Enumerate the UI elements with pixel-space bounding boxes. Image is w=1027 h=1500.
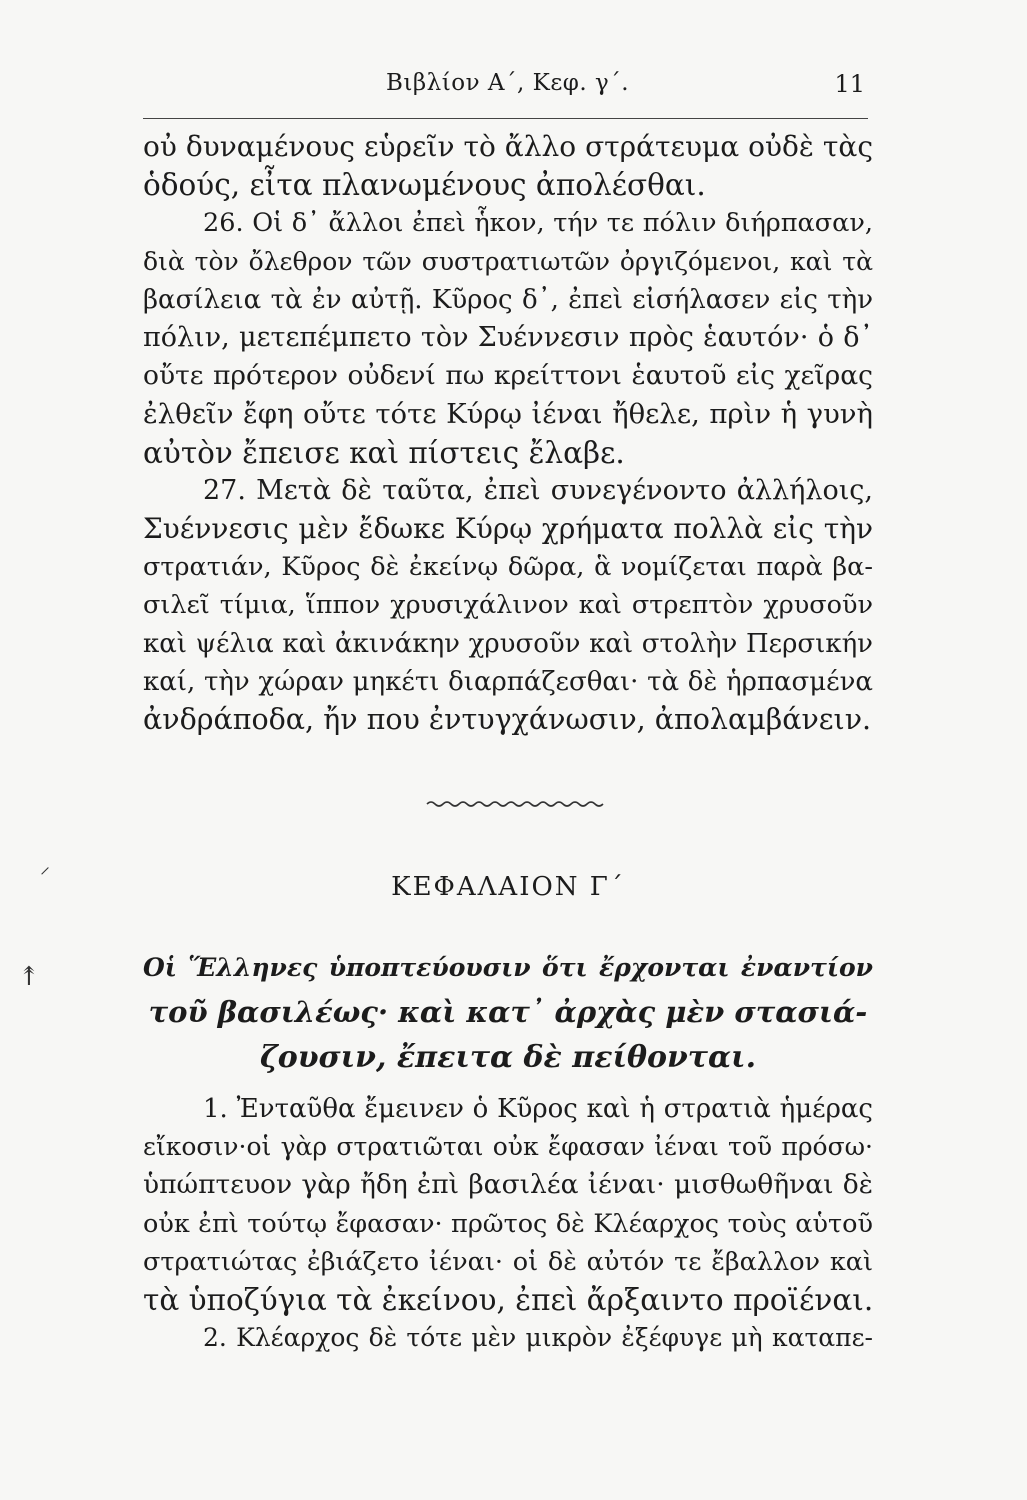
paragraph-2-start: 2. Κλέαρχος δὲ τότε μὲν μικρὸν ἐξέφυγε μὴ καταπε- [203, 1323, 873, 1353]
text-line: ἐλθεῖν ἔφη οὔτε τότε Κύρῳ ἰέναι ἤθελε, πρὶν ἡ γυνὴ [143, 398, 873, 431]
text-line: οὔτε πρότερον οὐδενί πω κρείττονι ἑαυτοῦ εἰς χεῖρας [143, 360, 873, 392]
text-line: οὐ δυναμένους εὑρεῖν τὸ ἄλλο στράτευμα οὐδὲ τὰς [143, 130, 873, 163]
page-number: 11 [834, 70, 865, 98]
header-rule [143, 118, 868, 119]
text-line: Συέννεσις μὲν ἔδωκε Κύρῳ χρήματα πολλὰ εἰς τὴν [143, 512, 873, 546]
text-line: καὶ ψέλια καὶ ἀκινάκην χρυσοῦν καὶ στολὴν Περσικήν [143, 628, 873, 659]
text-line: βασίλεια τὰ ἐν αὐτῇ. Κῦρος δ᾽, ἐπεὶ εἰσήλασεν εἰς τὴν [143, 284, 873, 315]
text-line: ἀνδράποδα, ἤν που ἐντυγχάνωσιν, ἀπολαμβάνειν. [143, 703, 872, 737]
text-line: καί, τὴν χώραν μηκέτι διαρπάζεσθαι· τὰ δὲ ἡρπασμένα [143, 666, 873, 697]
chapter-summary [143, 945, 873, 1080]
text-line: ὁδούς, εἶτα πλανωμένους ἀπολέσθαι. [143, 168, 706, 203]
running-title: Βιβλίον Α΄, Κεφ. γ΄. [385, 70, 630, 96]
text-line: οὐκ ἐπὶ τούτῳ ἔφασαν· πρῶτος δὲ Κλέαρχος τοὺς αὑτοῦ [143, 1208, 873, 1239]
body-text-bottom [143, 1090, 873, 1357]
chapter-heading: ΚΕΦΑΛΑΙΟΝ Γ΄ [391, 872, 625, 902]
text-line: στρατιάν, Κῦρος δὲ ἐκείνῳ δῶρα, ἃ νομίζεται παρὰ βα- [143, 552, 873, 583]
summary-line: τοῦ βασιλέως· καὶ κατ᾽ ἀρχὰς μὲν στασιά- [148, 995, 868, 1029]
paragraph-27-start: 27. Μετὰ δὲ ταῦτα, ἐπεὶ συνεγένοντο ἀλλήλοις, [203, 474, 873, 506]
text-line: αὐτὸν ἔπεισε καὶ πίστεις ἔλαβε. [143, 435, 625, 470]
text-line: εἴκοσιν·οἱ γὰρ στρατιῶται οὐκ ἔφασαν ἰέναι τοῦ πρόσω· [143, 1132, 873, 1162]
running-head [140, 70, 875, 110]
paragraph-1-start: 1. Ἐνταῦθα ἔμεινεν ὁ Κῦρος καὶ ἡ στρατιὰ ἡμέρας [203, 1094, 873, 1124]
text-line: σιλεῖ τίμια, ἵππον χρυσιχάλινον καὶ στρεπτὸν χρυσοῦν [143, 590, 873, 621]
summary-line: ζουσιν, ἔπειτα δὲ πείθονται. [259, 1040, 757, 1075]
text-line: τὰ ὑποζύγια τὰ ἐκείνου, ἐπεὶ ἄρξαιντο προϊέναι. [143, 1283, 874, 1318]
text-line: πόλιν, μετεπέμπετο τὸν Συέννεσιν πρὸς ἑαυτόν· ὁ δ᾽ [143, 322, 873, 354]
text-line: ὑπώπτευον γὰρ ἤδη ἐπὶ βασιλέα ἰέναι· μισθωθῆναι δὲ [143, 1169, 873, 1201]
text-line: στρατιώτας ἐβιάζετο ἰέναι· οἱ δὲ αὐτόν τε ἔβαλλον καὶ [143, 1246, 873, 1277]
text-line: διὰ τὸν ὄλεθρον τῶν συστρατιωτῶν ὀργιζόμενοι, καὶ τὰ [143, 246, 873, 276]
margin-mark: ↟ [18, 962, 40, 992]
wavy-divider-ornament [425, 794, 605, 814]
paragraph-26-start: 26. Οἱ δ᾽ ἄλλοι ἐπεὶ ἧκον, τήν τε πόλιν διήρπασαν, [203, 208, 873, 239]
summary-line: Οἱ Ἕλληνες ὑποπτεύουσιν ὅτι ἔρχονται ἐναντίον [143, 953, 873, 982]
body-text-top [143, 128, 873, 739]
margin-mark: ⸝ [40, 854, 50, 878]
